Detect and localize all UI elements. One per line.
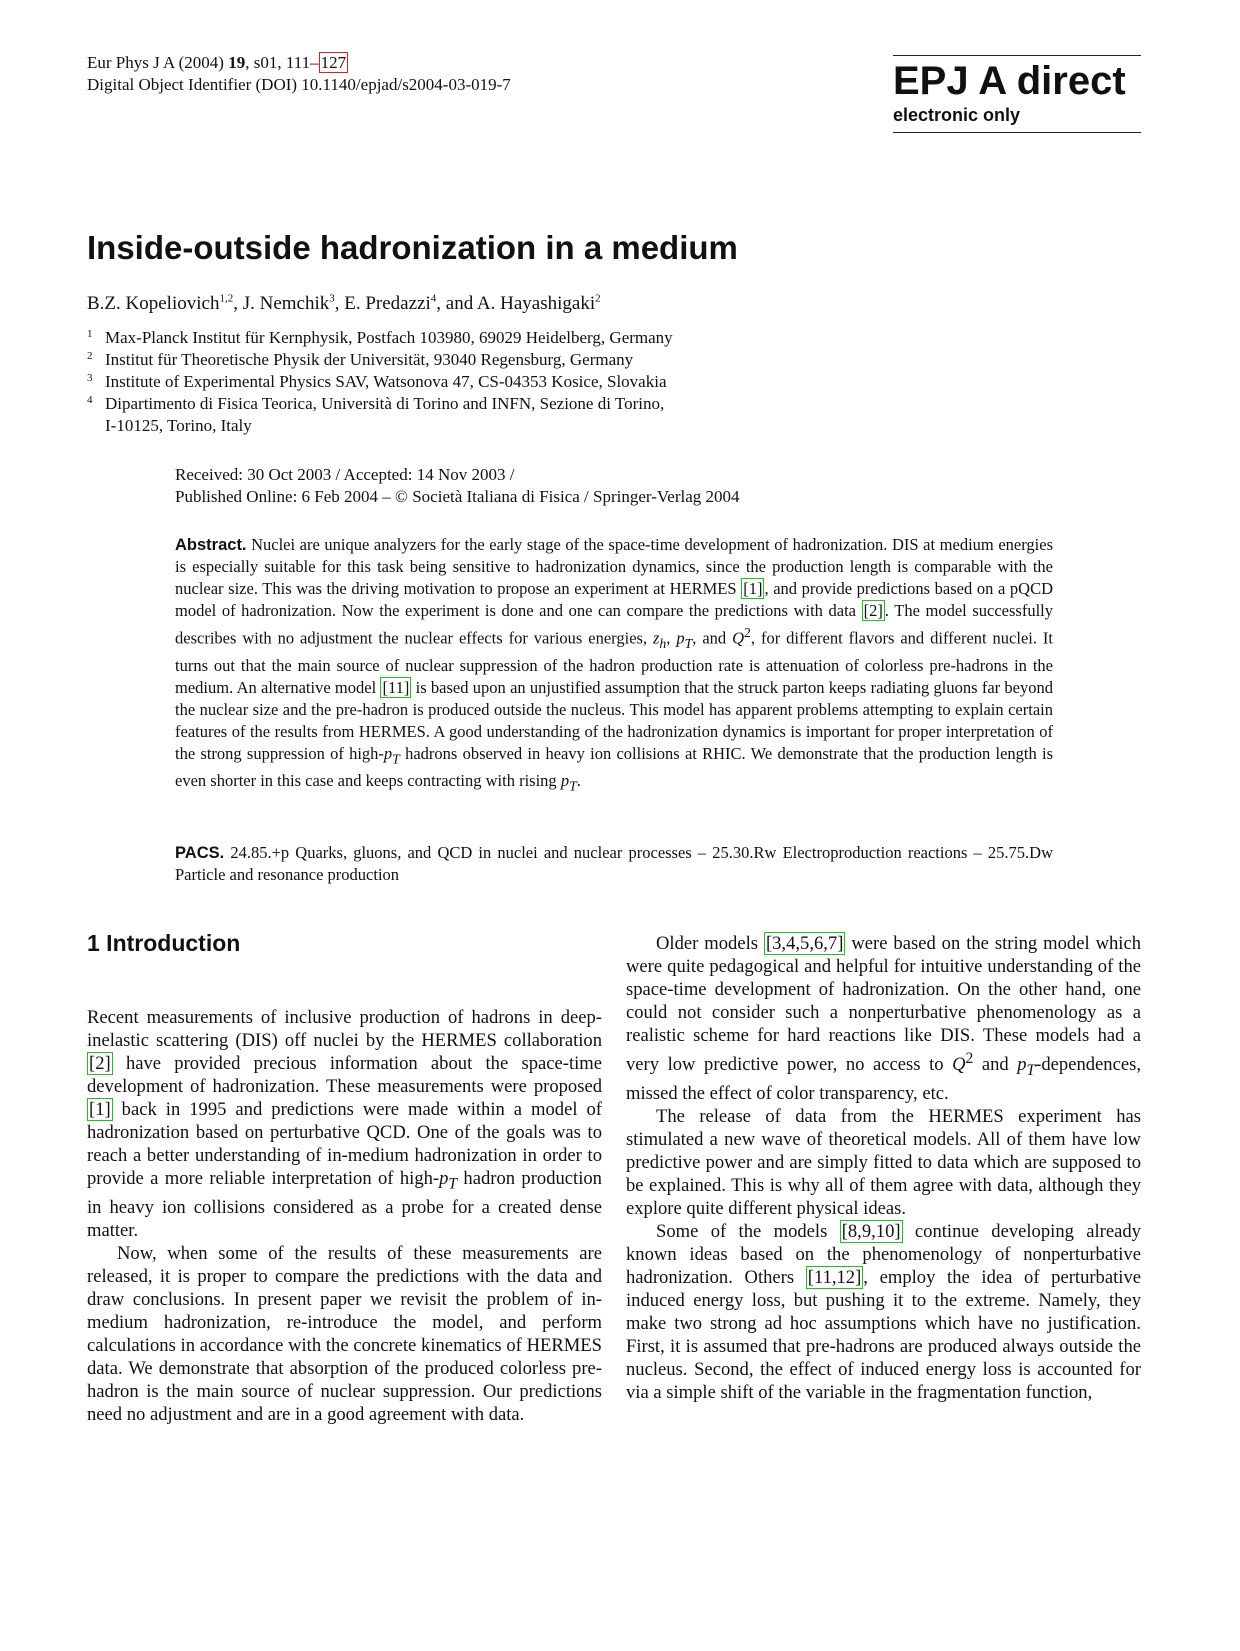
citation-link[interactable]: [11,12] bbox=[807, 1266, 862, 1288]
author: J. Nemchik$^3$, bbox=[242, 293, 345, 315]
author-list bbox=[87, 287, 601, 316]
publication-dates: Received: 30 Oct 2003 / Accepted: 14 Nov 2003 / Published Online: 6 Feb 2004 – © Società Italiana di Fisica / Springer-Verlag 2004 bbox=[175, 465, 740, 506]
journal-reference bbox=[87, 52, 511, 96]
affiliation: 3 Institute of Experimental Physics SAV, Watsonova 47, CS-04353 Kosice, Slovakia bbox=[87, 372, 667, 391]
citation-link[interactable]: [1] bbox=[89, 1099, 111, 1120]
left-column bbox=[87, 1006, 602, 1426]
journal-name: Eur Phys J A (2004) bbox=[87, 53, 229, 72]
citation-link[interactable]: [8,9,10] bbox=[841, 1220, 901, 1242]
citation-link[interactable]: [2] bbox=[89, 1053, 111, 1074]
paragraph: The release of data from the HERMES experiment has stimulated a new wave of theoretical models. All of them have low predictive power and are simply fitted to data which are supposed to be explained. This is why all of them agree with data, although they explore quite different physical ideas. bbox=[626, 1105, 1141, 1219]
author: E. Predazzi$^4$, and bbox=[344, 293, 477, 315]
paragraph: Older models [3,4,5,6,7] were based on the string model which were quite pedagogical and helpful for intuitive understanding of the space-time development of hadronization. On the other hand, one could not consider such a nonperturbative phenomenology as a realistic scheme for hard reactions like DIS. These models had a very low predictive power, no access to $Q^2$ and $p_T$-dependences, missed the effect of color transparency, etc. bbox=[626, 933, 1142, 1104]
brand-subtitle: electronic only bbox=[893, 105, 1021, 125]
journal-pages: , s01, 111– bbox=[245, 53, 319, 72]
author: B.Z. Kopeliovich$^{1,2}$, bbox=[87, 293, 243, 315]
citation-line bbox=[87, 52, 511, 74]
paper-title: Inside-outside hadronization in a medium bbox=[87, 229, 738, 266]
affiliation: 4 Dipartimento di Fisica Teorica, Università di Torino and INFN, Sezione di Torino, I-10125, Torino, Italy bbox=[87, 394, 665, 435]
brand-name: EPJ A direct bbox=[893, 59, 1126, 103]
right-column bbox=[626, 932, 1141, 1404]
author: A. Hayashigaki$^2$ bbox=[476, 293, 601, 315]
math-symbol: p bbox=[1017, 1054, 1027, 1076]
math-symbol: p bbox=[676, 628, 685, 648]
affiliation-list bbox=[87, 327, 673, 437]
abstract: Abstract. Nuclei are unique analyzers for the early stage of the space-time development of hadronization. DIS at medium energies is especially suitable for this task being sensitive to hadronization dynamics, since the production length is comparable with the nuclear size. This was the driving motivation to propose an experiment at HERMES [1] , and provide predictions based on a pQCD model of hadronization. Now the experiment is done and one can compare the predictions with data [2] . The model successfully describes with no adjustment the nuclear effects for various energies, $z_h$, $p_T$, and $Q^2$, for different flavors and different nuclei. It turns out that the main source of nuclear suppression of the hadron production rate is attenuation of colorless pre-hadrons in the medium. An alternative model [11] is based upon an unjustified assumption that the struck parton keeps radiating gluons far beyond the nuclear size and the pre-hadron is produced outside the nucleus. This model has apparent problems attempting to explain certain features of the results from HERMES. A good understanding of the hadronization dynamics is important for proper interpretation of the strong suppression of high-$p_T$ hadrons observed in heavy ion collisions at RHIC. We demonstrate that the production length is even shorter in this case and keeps contracting with rising $p_T$. bbox=[175, 535, 1054, 794]
author-affiliation-mark: 1,2 bbox=[219, 293, 234, 305]
pacs-codes: PACS. 24.85.+p Quarks, gluons, and QCD in nuclei and nuclear processes – 25.30.Rw Electroproduction reactions – 25.75.Dw Particle and resonance production bbox=[175, 843, 1053, 884]
abstract-label: Abstract. bbox=[175, 536, 247, 554]
paragraph: Now, when some of the results of these measurements are released, it is proper to compare the predictions with the data and draw conclusions. In present paper we revisit the problem of in-medium hadronization, re-introduce the model, and perform calculations in accordance with the concrete kinematics of HERMES data. We demonstrate that absorption of the produced colorless pre-hadron is the main source of nuclear suppression. Our predictions need no adjustment and are in a good agreement with data. bbox=[87, 1242, 602, 1425]
citation-link[interactable]: [11] bbox=[382, 677, 410, 697]
author-affiliation-mark: 4 bbox=[430, 293, 437, 305]
math-symbol: p bbox=[560, 771, 570, 791]
author-affiliation-mark: 3 bbox=[329, 293, 335, 305]
affiliation: 1 Max-Planck Institut für Kernphysik, Postfach 103980, 69029 Heidelberg, Germany bbox=[87, 328, 673, 347]
citation-link[interactable]: [2] bbox=[863, 601, 883, 620]
last-page-link[interactable]: 127 bbox=[320, 53, 347, 72]
citation-link[interactable]: [1] bbox=[743, 579, 763, 598]
math-symbol: p bbox=[439, 1168, 449, 1189]
pacs-label: PACS. bbox=[175, 844, 225, 862]
section-heading: 1 Introduction bbox=[87, 930, 241, 956]
citation-link[interactable]: [3,4,5,6,7] bbox=[765, 933, 844, 954]
affiliation: 2 Institut für Theoretische Physik der Universität, 93040 Regensburg, Germany bbox=[87, 350, 634, 369]
author-affiliation-mark: 2 bbox=[595, 293, 601, 305]
math-symbol: Q bbox=[952, 1054, 966, 1076]
math-symbol: p bbox=[383, 743, 393, 763]
math-symbol: z bbox=[653, 628, 660, 648]
paragraph: Recent measurements of inclusive production of hadrons in deep-inelastic scattering (DIS) off nuclei by the HERMES collaboration [2] have provided precious information about the space-time development of hadronization. These measurements were proposed [1] back in 1995 and predictions were made within a model of hadronization based on perturbative QCD. One of the goals was to reach a better understanding of in-medium hadronization in order to provide a more reliable interpretation of high-$p_T$ hadron production in heavy ion collisions considered as a probe for a created dense matter. bbox=[87, 1007, 602, 1241]
journal-volume: 19 bbox=[228, 53, 246, 72]
math-symbol: Q bbox=[732, 628, 745, 648]
paragraph: Some of the models [8,9,10] continue developing already known ideas based on the phenomenology of nonperturbative hadronization. Others [11,12] , employ the idea of perturbative induced energy loss, but pushing it to the extreme. Namely, they make two strong ad hoc assumptions which have no justification. First, it is assumed that pre-hadrons are produced always outside the nucleus. Second, the effect of induced energy loss is accounted for via a simple shift of the variable in the fragmentation function, bbox=[626, 1220, 1141, 1403]
journal-brand bbox=[893, 55, 1141, 133]
doi-line: Digital Object Identifier (DOI) 10.1140/epjad/s2004-03-019-7 bbox=[87, 75, 511, 94]
